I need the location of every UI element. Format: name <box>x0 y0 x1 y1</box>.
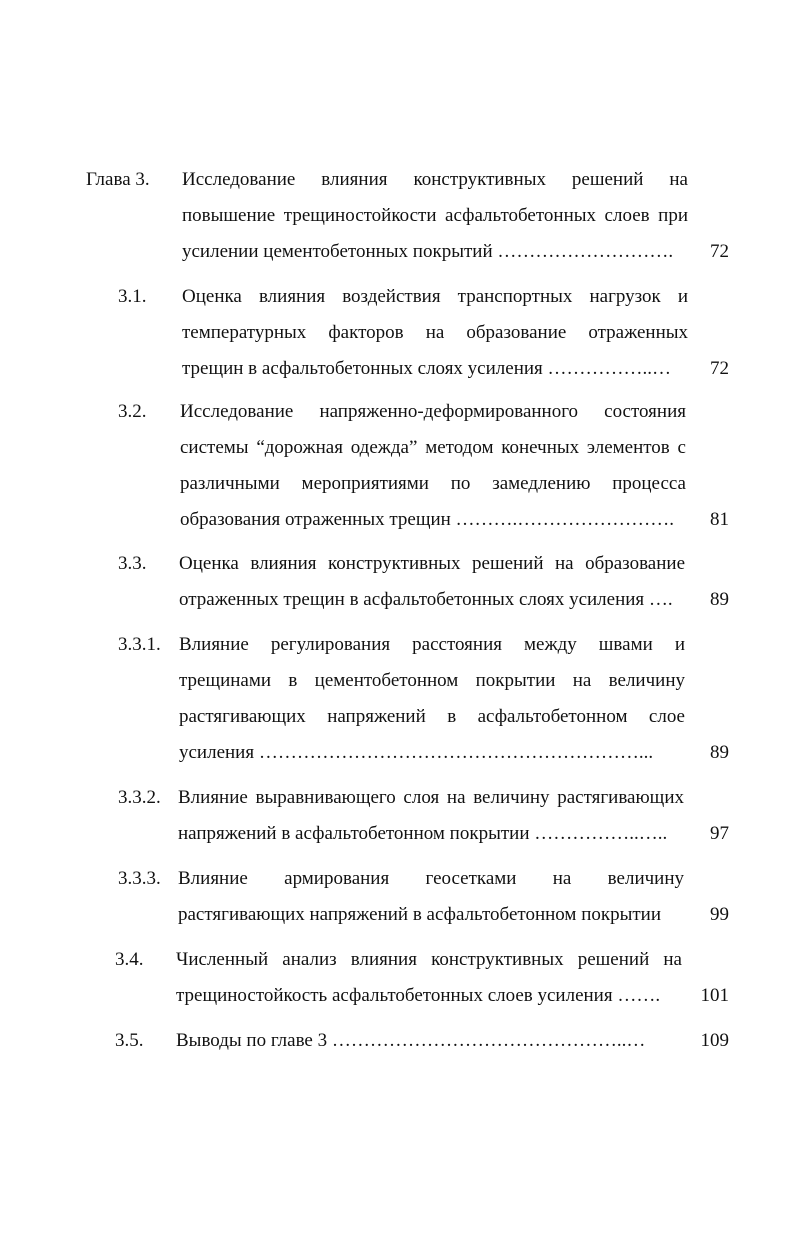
toc-title-line: растягивающих напряжений в асфальтобетонном слое <box>179 706 685 727</box>
toc-title-line: трещиностойкость асфальтобетонных слоев усиления ……. <box>176 985 661 1006</box>
toc-entry-page: 99 <box>710 904 729 925</box>
toc-title-line: Влияние регулирования расстояния между швами и <box>179 634 685 655</box>
toc-title-line: трещин в асфальтобетонных слоях усиления ……………..… <box>182 358 672 379</box>
toc-title-line: системы “дорожная одежда” методом конечных элементов с <box>180 437 686 458</box>
toc-entry-title <box>178 861 684 933</box>
toc-entry-page: 72 <box>710 358 729 379</box>
toc-entry-title <box>180 394 686 538</box>
toc-title-line: Исследование влияния конструктивных решений на <box>182 169 688 190</box>
toc-entry-page: 81 <box>710 509 729 530</box>
toc-entry-number: 3.4. <box>115 949 144 970</box>
toc-title-line: усилении цементобетонных покрытий ………………………. <box>182 241 674 262</box>
toc-title-line: повышение трещиностойкости асфальтобетонных слоев при <box>182 205 688 226</box>
toc-entry-title <box>182 162 688 270</box>
toc-title-line: трещинами в цементобетонном покрытии на величину <box>179 670 685 691</box>
toc-entry-number: 3.3.1. <box>118 634 161 655</box>
toc-entry-number: 3.2. <box>118 401 147 422</box>
toc-title-line: образования отраженных трещин ……….……………………. <box>180 509 675 530</box>
toc-entry-number: Глава 3. <box>86 169 150 190</box>
toc-title-line: Оценка влияния конструктивных решений на образование <box>179 553 685 574</box>
toc-entry-number: 3.3.2. <box>118 787 161 808</box>
toc-entry-page: 89 <box>710 742 729 763</box>
toc-title-line: различными мероприятиями по замедлению процесса <box>180 473 686 494</box>
toc-entry-title <box>179 627 685 771</box>
toc-title-line: температурных факторов на образование отраженных <box>182 322 688 343</box>
toc-title-line: напряжений в асфальтобетонном покрытии ……………..….. <box>178 823 668 844</box>
toc-title-line: усиления ……………………………………………………... <box>179 742 654 763</box>
toc-entry-page: 101 <box>700 985 729 1006</box>
toc-entry-page: 72 <box>710 241 729 262</box>
toc-entry-page: 97 <box>710 823 729 844</box>
toc-entry-title <box>178 780 684 852</box>
toc-title-line: Выводы по главе 3 ………………………………………..… <box>176 1030 646 1051</box>
toc-entry-title <box>182 279 688 387</box>
toc-title-line: Влияние выравнивающего слоя на величину растягивающих <box>178 787 684 808</box>
toc-title-line: Влияние армирования геосетками на величину <box>178 868 684 889</box>
toc-entry-number: 3.5. <box>115 1030 144 1051</box>
toc-entry-title <box>179 546 685 618</box>
toc-entry-number: 3.3. <box>118 553 147 574</box>
toc-title-line: Оценка влияния воздействия транспортных нагрузок и <box>182 286 688 307</box>
toc-title-line: отраженных трещин в асфальтобетонных слоях усиления …. <box>179 589 673 610</box>
toc-entry-number: 3.3.3. <box>118 868 161 889</box>
toc-title-line: Численный анализ влияния конструктивных решений на <box>176 949 682 970</box>
toc-entry-page: 109 <box>700 1030 729 1051</box>
toc-entry-title <box>176 942 682 1014</box>
toc-entry-page: 89 <box>710 589 729 610</box>
toc-title-line: растягивающих напряжений в асфальтобетонном покрытии <box>178 904 661 925</box>
toc-entry-number: 3.1. <box>118 286 147 307</box>
toc-title-line: Исследование напряженно-деформированного состояния <box>180 401 686 422</box>
toc-entry-title <box>176 1023 682 1059</box>
